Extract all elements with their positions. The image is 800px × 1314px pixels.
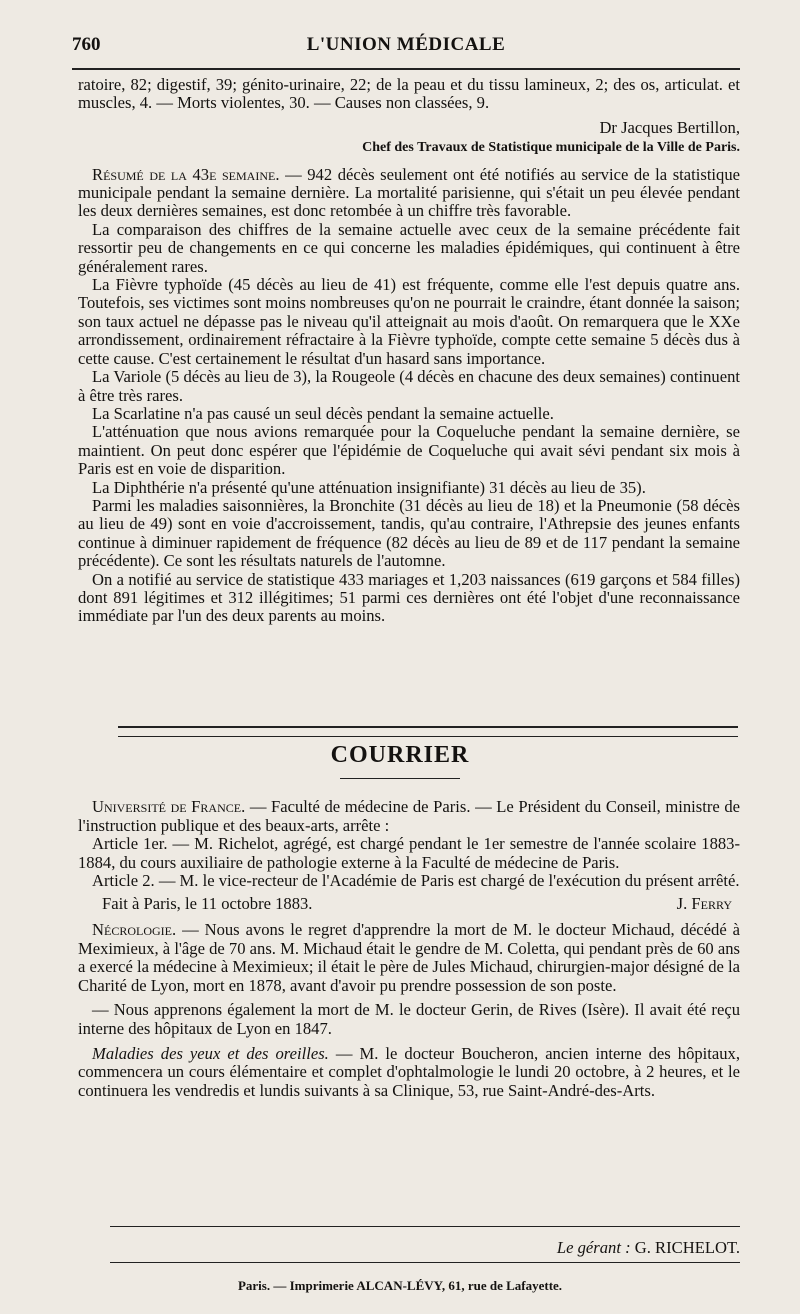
decree-signature-row [78, 895, 740, 917]
scarlatine-paragraph: La Scarlatine n'a pas causé un seul décès pendant la semaine actuelle. [92, 403, 554, 423]
births-paragraph: On a notifié au service de statistique 433 mariages et 1,203 naissances (619 garçons et 584 filles) dont 891 légitimes et 312 illégitimes; 51 parmi ces dernières ont été l'objet d'une reconnaissance immédiate par l'un des deux parents au moins. [78, 569, 740, 626]
footer-rule-upper [110, 1226, 740, 1227]
resume-label: Résumé de la 43e semaine. [92, 164, 280, 184]
diphtherie-paragraph: La Diphthérie n'a présenté qu'une atténuation insignifiante) 31 décès au lieu de 35). [92, 477, 646, 497]
necrologie-label: Nécrologie. [92, 919, 177, 939]
courrier-heading: COURRIER [330, 742, 470, 768]
maladies-label: Maladies des yeux et des oreilles. [92, 1043, 329, 1063]
maladies-text: — M. le docteur Boucheron, ancien interne des hôpitaux, commencera un cours élémentaire et complet d'ophtalmologie le lundi 20 octobre, à 2 heures, et le continuera les vendredis et lundis suivants à sa Clinique, 53, rue Saint-André-des-Arts. [78, 1043, 740, 1100]
courrier-section [78, 798, 740, 1106]
comparison-paragraph: La comparaison des chiffres de la semaine actuelle avec ceux de la semaine précédente fait ressortir peu de changements en ce qui concerne les maladies épidémiques, qui continuent à être généralement rares. [78, 219, 740, 276]
resume-text: — 942 décès seulement ont été notifiés au service de la statistique municipale pendant la semaine dernière. La mortalité parisienne, qui s'était un peu élevée pendant les deux dernières semaines, est donc retombée à un chiffre très favorable. [78, 164, 741, 221]
coqueluche-paragraph: L'atténuation que nous avions remarquée pour la Coqueluche pendant la semaine dernière, se maintient. On peut donc espérer que l'épidémie de Coqueluche qui avait sévi pendant six mois à Paris est en voie de disparition. [78, 422, 740, 479]
page-number: 760 [72, 34, 101, 55]
section-separator [118, 726, 738, 737]
author-title: Chef des Travaux de Statistique municipale de la Ville de Paris. [362, 140, 740, 156]
footer-rule [110, 1262, 740, 1263]
running-header [72, 34, 740, 62]
necrologie-text: — Nous avons le regret d'apprendre la mort de M. le docteur Michaud, décédé à Meximieux, à l'âge de 70 ans. M. Michaud était le gendre de M. Coletta, qui pendant près de 60 ans a exercé la médecine à Meximieux; il était le père de Jules Michaud, chirurgien-major désigné de la Charité de Lyon, mort en 1878, avant d'avoir pu prendre possession de son poste. [78, 919, 741, 995]
maladies-paragraph [78, 1045, 740, 1101]
universite-label: Université de France. [92, 797, 246, 816]
author-signature: Dr Jacques Bertillon, [599, 117, 740, 137]
journal-title: L'UNION MÉDICALE [306, 34, 506, 55]
decree-signatory: J. Ferry [676, 893, 732, 913]
gerin-paragraph: — Nous apprenons également la mort de M. le docteur Gerin, de Rives (Isère). Il avait été reçu interne des hôpitaux de Lyon en 1847. [78, 1000, 740, 1038]
gerant-label: Le gérant : [556, 1238, 631, 1257]
universite-text: — Faculté de médecine de Paris. — Le Président du Conseil, ministre de l'instruction publique et des beaux-arts, arrête : [78, 797, 740, 835]
statistics-section [78, 76, 740, 626]
variole-paragraph: La Variole (5 décès au lieu de 3), la Rougeole (4 décès en chacune des deux semaines) continuent à être très rares. [78, 367, 740, 405]
decree-date: Fait à Paris, le 11 octobre 1883. [102, 893, 313, 913]
printer-imprint: Paris. — Imprimerie ALCAN-LÉVY, 61, rue de Lafayette. [237, 1278, 563, 1293]
gerant-name: G. RICHELOT. [634, 1238, 740, 1257]
article-1: Article 1er. — M. Richelot, agrégé, est chargé pendant le 1er semestre de l'année scolaire 1883-1884, du cours auxiliaire de pathologie externe à la Faculté de médecine de Paris. [78, 834, 740, 872]
article-2: Article 2. — M. le vice-recteur de l'Académie de Paris est chargé de l'exécution du présent arrêté. [92, 871, 740, 891]
necrologie-paragraph [78, 921, 740, 995]
gerant-signature [557, 1238, 740, 1258]
universite-paragraph [78, 798, 740, 835]
typhoid-paragraph: La Fièvre typhoïde (45 décès au lieu de 41) est fréquente, comme elle l'est depuis quatre ans. Toutefois, ses victimes sont moins nombreuses qu'on ne pourrait le craindre, étant donnée la saison; son taux actuel ne dépasse pas le niveau qu'il atteignait au mois d'août. On remarquera que le XXe arrondissement, ordinairement réfractaire à la Fièvre typhoïde, compte cette semaine 5 décès dus à cette cause. C'est certainement le résultat d'un hasard sans importance. [78, 275, 740, 368]
resume-paragraph [78, 166, 740, 221]
seasonal-paragraph: Parmi les maladies saisonnières, la Bronchite (31 décès au lieu de 18) et la Pneumonie (58 décès au lieu de 49) sont en voie d'accroissement, tandis, qu'au contraire, l'Athrepsie des jeunes enfants continue à diminuer rapidement de fréquence (82 décès au lieu de 89 et de 117 pendant la semaine précédente). Ce sont les résultats naturels de l'automne. [78, 495, 740, 571]
courrier-underline [340, 778, 460, 779]
header-rule [72, 68, 740, 70]
stats-intro-paragraph: ratoire, 82; digestif, 39; génito-urinaire, 22; de la peau et du tissu lamineux, 2; des os, articulat. et muscles, 4. — Morts violentes, 30. — Causes non classées, 9. [78, 75, 740, 113]
